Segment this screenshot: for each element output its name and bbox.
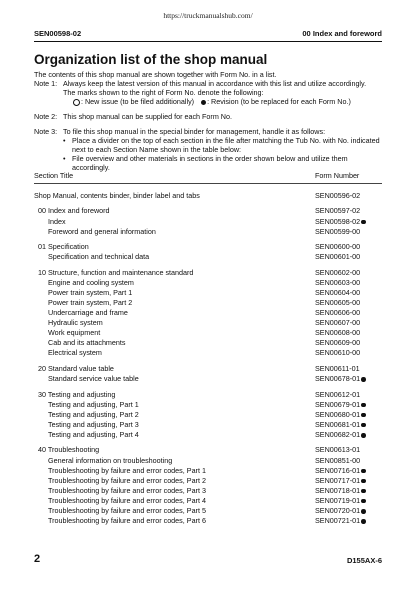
table-row (34, 456, 384, 466)
table-row (34, 308, 384, 318)
form-number: SEN00598-02 (315, 216, 361, 226)
form-number: SEN00718-01 (315, 485, 361, 495)
section-title: Cab and its attachments (48, 338, 126, 348)
page-title: Organization list of the shop manual (34, 52, 268, 67)
section-title: Testing and adjusting, Part 2 (48, 409, 139, 419)
header-form-number: SEN00598-02 (34, 29, 82, 38)
table-row (34, 191, 384, 201)
note-3 (34, 127, 384, 172)
table-row (34, 298, 384, 308)
form-number: SEN00717-01 (315, 475, 361, 485)
bullet-icon: • (63, 136, 66, 145)
revision-mark-icon (361, 509, 366, 514)
intro-notes (34, 70, 384, 172)
revision-mark-icon (361, 423, 366, 428)
section-list (34, 191, 384, 526)
revision-mark-icon (361, 469, 366, 474)
table-row (34, 506, 384, 516)
section-title: Work equipment (48, 328, 101, 338)
table-row (34, 217, 384, 227)
form-number: SEN00720-01 (315, 505, 361, 515)
form-number: SEN00610-00 (315, 348, 361, 358)
table-row (34, 516, 384, 526)
revision-mark-icon (361, 377, 366, 382)
section-title: 10 Structure, function and maintenance standard (38, 267, 194, 277)
table-header-divider (34, 183, 382, 184)
table-row (34, 348, 384, 358)
section-title: Hydraulic system (48, 318, 103, 328)
revision-mark-icon (361, 220, 366, 225)
section-title: Testing and adjusting, Part 1 (48, 399, 139, 409)
form-number: SEN00851-00 (315, 455, 361, 465)
table-row (34, 390, 384, 400)
form-number: SEN00612-01 (315, 389, 361, 399)
table-row (34, 430, 384, 440)
revision-dot-icon (201, 100, 206, 105)
form-number: SEN00607-00 (315, 318, 361, 328)
section-title: Troubleshooting by failure and error codes, Part 6 (48, 516, 206, 526)
section-title: 00 Index and foreword (38, 206, 110, 216)
form-number: SEN00601-00 (315, 252, 361, 262)
intro-line: The contents of this shop manual are shown together with Form No. in a list. (34, 70, 277, 79)
revision-mark-icon (361, 433, 366, 438)
table-row (34, 278, 384, 288)
revision-mark-icon (361, 479, 366, 484)
revision-mark-icon (361, 489, 366, 494)
table-row (34, 496, 384, 506)
table-row (34, 338, 384, 348)
section-title: Foreword and general information (48, 226, 156, 236)
section-title: Index (48, 216, 66, 226)
form-number: SEN00678-01 (315, 374, 361, 384)
section-title: Power train system, Part 2 (48, 298, 133, 308)
header-section-title: 00 Index and foreword (302, 29, 382, 38)
revision-mark-icon (361, 413, 366, 418)
section-title: Engine and cooling system (48, 277, 134, 287)
section-title: Troubleshooting by failure and error codes, Part 1 (48, 465, 206, 475)
table-header (34, 171, 382, 180)
table-row (34, 328, 384, 338)
note-1-legend (63, 97, 384, 106)
form-number: SEN00721-01 (315, 516, 361, 526)
table-row (34, 242, 384, 252)
revision-mark-icon (361, 403, 366, 408)
machine-model: D155AX-6 (346, 556, 382, 565)
page-number: 2 (34, 553, 41, 565)
revision-mark-icon (361, 499, 366, 504)
form-number: SEN00611-01 (315, 363, 360, 373)
new-issue-circle-icon (73, 99, 80, 106)
note-2-text: This shop manual can be supplied for each Form No. (63, 112, 232, 121)
section-title: 01 Specification (38, 242, 89, 252)
section-title: Shop Manual, contents binder, binder label and tabs (34, 191, 200, 200)
table-row (34, 288, 384, 298)
table-row (34, 410, 384, 420)
section-title: Power train system, Part 1 (48, 287, 133, 297)
table-row (34, 364, 384, 374)
note-3-bullet-2-text: File overview and other materials in sections in the order shown below and utilize them accordingly. (72, 154, 348, 172)
note-3-line-1: To file this shop manual in the special binder for management, handle it as follows: (63, 127, 326, 136)
form-number: SEN00680-01 (315, 409, 361, 419)
section-title: Standard service value table (48, 374, 139, 384)
note-3-bullet-1-text: Place a divider on the top of each section in the file after matching the Tub No. with No. indicated next to each Section Name shown in the table below: (72, 136, 380, 154)
note-1-line-2: The marks shown to the right of Form No. denote the following: (63, 88, 264, 97)
table-row (34, 252, 384, 262)
note-2-label: Note 2: (34, 112, 58, 121)
section-title: Undercarriage and frame (48, 308, 128, 318)
table-row (34, 374, 384, 384)
section-title: 40 Troubleshooting (38, 445, 100, 455)
form-number: SEN00605-00 (315, 298, 361, 308)
note-1-label: Note 1: (34, 79, 58, 88)
new-issue-text: : New issue (to be filed additionally) (81, 97, 195, 106)
form-number: SEN00679-01 (315, 399, 361, 409)
column-header-form-number: Form Number (315, 171, 360, 180)
note-3-bullet-2 (63, 154, 384, 172)
table-row (34, 466, 384, 476)
note-3-label: Note 3: (34, 127, 58, 136)
form-number: SEN00600-00 (315, 242, 361, 252)
section-title: 30 Testing and adjusting (38, 389, 116, 399)
table-row (34, 227, 384, 237)
section-title: Specification and technical data (48, 252, 150, 262)
form-number: SEN00613-01 (315, 445, 361, 455)
form-number: SEN00596-02 (315, 191, 361, 200)
form-number: SEN00608-00 (315, 328, 361, 338)
source-url[interactable]: https://truckmanualshub.com/ (163, 11, 253, 20)
note-2 (34, 112, 384, 121)
column-header-section-title: Section Title (34, 171, 74, 180)
form-number: SEN00604-00 (315, 287, 361, 297)
form-number: SEN00597-02 (315, 206, 361, 216)
form-number: SEN00716-01 (315, 465, 361, 475)
section-title: Troubleshooting by failure and error codes, Part 4 (48, 495, 206, 505)
revision-text: : Revision (to be replaced for each Form No.) (207, 97, 351, 106)
table-row (34, 476, 384, 486)
section-title: General information on troubleshooting (48, 455, 173, 465)
section-title: Testing and adjusting, Part 3 (48, 419, 139, 429)
header-divider (34, 41, 382, 42)
note-1-line-1: Always keep the latest version of this manual in accordance with this list and utilize accordingly. (63, 79, 367, 88)
form-number: SEN00599-00 (315, 226, 361, 236)
table-row (34, 400, 384, 410)
table-row (34, 268, 384, 278)
section-title: Troubleshooting by failure and error codes, Part 3 (48, 485, 206, 495)
table-row (34, 486, 384, 496)
section-title: Electrical system (48, 348, 102, 358)
section-title: Troubleshooting by failure and error codes, Part 5 (48, 505, 206, 515)
table-row (34, 445, 384, 455)
bullet-icon: • (63, 154, 66, 163)
table-row (34, 318, 384, 328)
table-row (34, 206, 384, 216)
note-1 (34, 79, 384, 106)
form-number: SEN00609-00 (315, 338, 361, 348)
form-number: SEN00682-01 (315, 429, 361, 439)
form-number: SEN00606-00 (315, 308, 361, 318)
table-row (34, 420, 384, 430)
section-title: Troubleshooting by failure and error codes, Part 2 (48, 475, 206, 485)
note-3-bullet-1 (63, 136, 384, 154)
form-number: SEN00602-00 (315, 267, 361, 277)
form-number: SEN00681-01 (315, 419, 361, 429)
section-title: 20 Standard value table (38, 363, 114, 373)
form-number: SEN00719-01 (315, 495, 361, 505)
section-title: Testing and adjusting, Part 4 (48, 429, 139, 439)
form-number: SEN00603-00 (315, 277, 361, 287)
revision-mark-icon (361, 519, 366, 524)
